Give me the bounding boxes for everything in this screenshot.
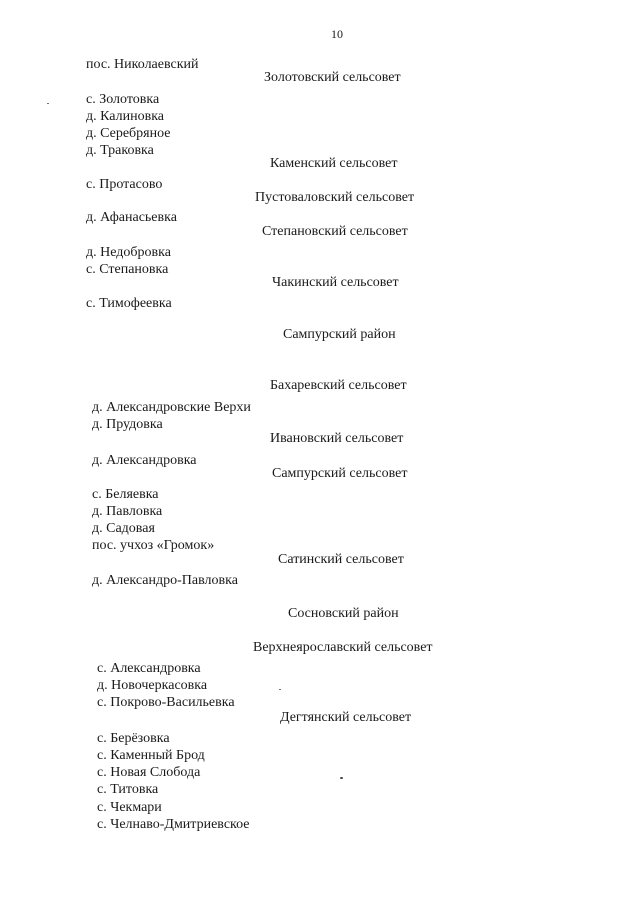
council-heading: Чакинский сельсовет (272, 275, 399, 290)
council-heading: Золотовский сельсовет (264, 70, 401, 85)
settlement-item: с. Чекмари (97, 800, 162, 815)
scan-speck (47, 103, 49, 104)
settlement-item: с. Титовка (97, 782, 159, 797)
settlement-item: с. Золотовка (86, 92, 160, 107)
settlement-item: д. Павловка (92, 504, 163, 519)
settlement-item: д. Калиновка (86, 109, 164, 124)
council-heading: Верхнеярославский сельсовет (253, 640, 433, 655)
scan-speck (279, 689, 281, 690)
settlement-item: д. Александровские Верхи (92, 400, 251, 415)
scan-speck (340, 777, 343, 779)
settlement-item: с. Беляевка (92, 487, 159, 502)
settlement-item: д. Недобровка (86, 245, 171, 260)
council-heading: Пустоваловский сельсовет (255, 190, 415, 205)
district-heading: Сампурский район (283, 327, 396, 342)
settlement-item: с. Тимофеевка (86, 296, 172, 311)
settlement-item: с. Новая Слобода (97, 765, 201, 780)
settlement-item: с. Каменный Брод (97, 748, 205, 763)
settlement-item: пос. Николаевский (86, 57, 199, 72)
council-heading: Бахаревский сельсовет (270, 378, 407, 393)
page-number: 10 (331, 27, 343, 41)
settlement-item: д. Траковка (86, 143, 154, 158)
settlement-item: с. Челнаво-Дмитриевское (97, 817, 250, 832)
settlement-item: д. Александровка (92, 453, 197, 468)
district-heading: Сосновский район (288, 606, 399, 621)
settlement-item: д. Серебряное (86, 126, 171, 141)
council-heading: Ивановский сельсовет (270, 431, 404, 446)
settlement-item: д. Афанасьевка (86, 210, 177, 225)
council-heading: Сатинский сельсовет (278, 552, 404, 567)
settlement-item: д. Александро-Павловка (92, 573, 238, 588)
settlement-item: с. Александровка (97, 661, 201, 676)
settlement-item: с. Покрово-Васильевка (97, 695, 235, 710)
council-heading: Сампурский сельсовет (272, 466, 408, 481)
settlement-item: д. Новочеркасовка (97, 678, 208, 693)
council-heading: Каменский сельсовет (270, 156, 398, 171)
settlement-item: с. Берёзовка (97, 731, 170, 746)
settlement-item: с. Степановка (86, 262, 169, 277)
settlement-item: д. Садовая (92, 521, 155, 536)
council-heading: Дегтянский сельсовет (280, 710, 412, 725)
settlement-item: д. Прудовка (92, 417, 163, 432)
council-heading: Степановский сельсовет (262, 224, 408, 239)
settlement-item: с. Протасово (86, 177, 163, 192)
settlement-item: пос. учхоз «Громок» (92, 538, 215, 553)
